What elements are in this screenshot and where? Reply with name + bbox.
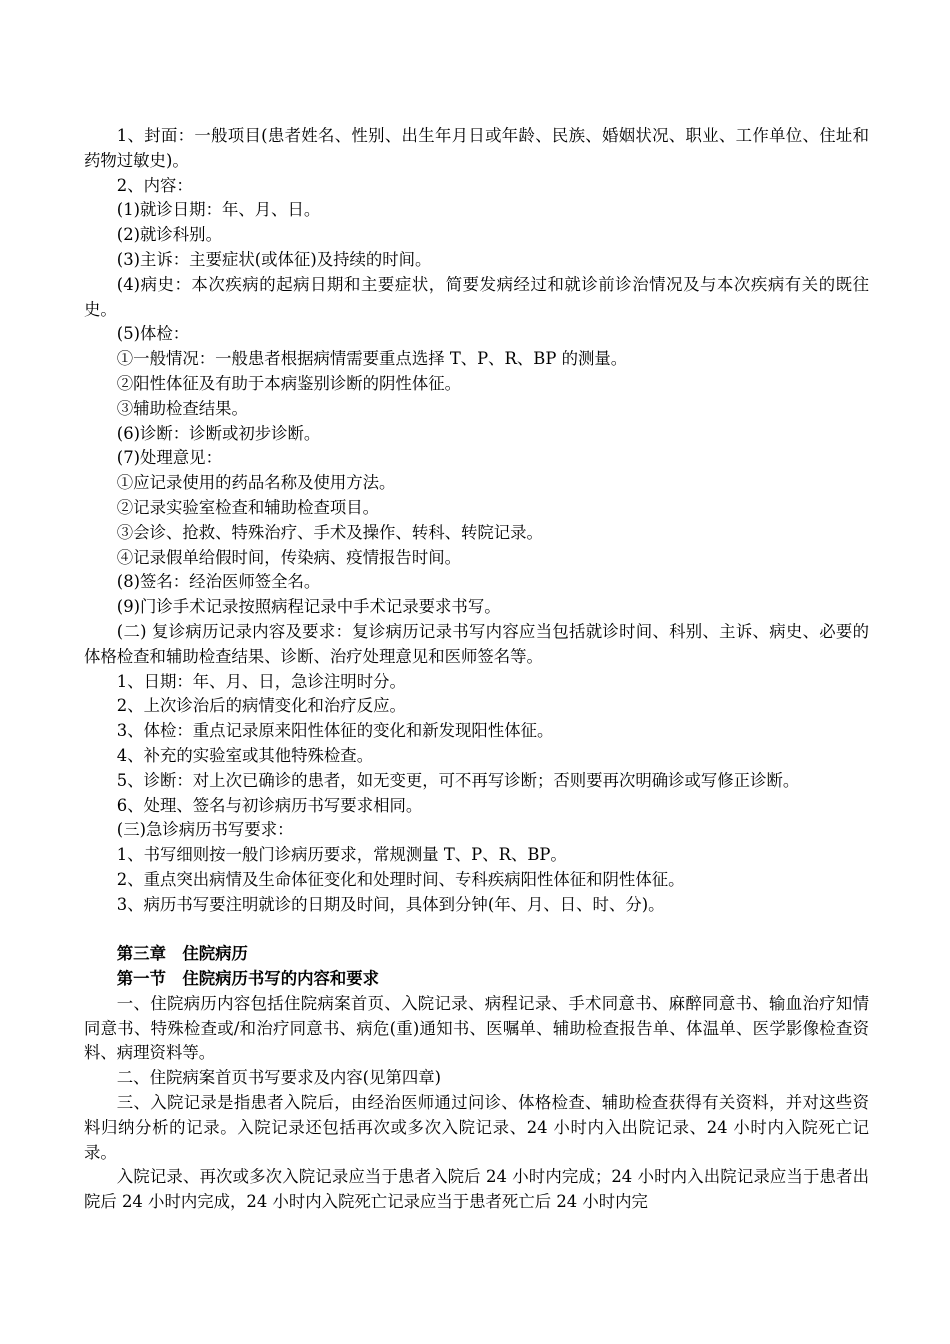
paragraph-followup-date: 1、日期：年、月、日，急诊注明时分。 <box>116 671 406 691</box>
paragraph-admission-deadline: 入院记录、再次或多次入院记录应当于患者入院后 24 小时内完成；24 小时内入出院记录应当于患者出院后 24 小时内完成，24 小时内入院死亡记录应当于患者死亡后 24 小时内完 <box>84 1167 869 1212</box>
paragraph-surgery-record: (9)门诊手术记录按照病程记录中手术记录要求书写。 <box>116 597 501 617</box>
paragraph-emergency-heading: (三)急诊病历书写要求： <box>116 820 294 840</box>
paragraph-followup-lab: 4、补充的实验室或其他特殊检查。 <box>116 745 374 765</box>
paragraph-treatment-consult: ③会诊、抢救、特殊治疗、手术及操作、转科、转院记录。 <box>116 522 543 542</box>
paragraph-diagnosis: (6)诊断：诊断或初步诊断。 <box>116 423 321 443</box>
paragraph-exam-signs: ②阳性体征及有助于本病鉴别诊断的阴性体征。 <box>116 373 461 393</box>
paragraph-followup-treatment: 6、处理、签名与初诊病历书写要求相同。 <box>116 795 423 815</box>
paragraph-signature: (8)签名：经治医师签全名。 <box>116 572 321 592</box>
paragraph-chief-complaint: (3)主诉：主要症状(或体征)及持续的时间。 <box>116 249 432 269</box>
paragraph-department: (2)就诊科别。 <box>116 225 222 245</box>
paragraph-admission-record: 三、入院记录是指患者入院后，由经治医师通过问诊、体格检查、辅助检查获得有关资料，并对这些资料归纳分析的记录。入院记录还包括再次或多次入院记录、24 小时内入出院记录、24 小时内入院死亡记录。 <box>84 1093 869 1162</box>
paragraph-exam-general: ①一般情况：一般患者根据病情需要重点选择 T、P、R、BP 的测量。 <box>116 349 628 369</box>
paragraph-visit-date: (1)就诊日期：年、月、日。 <box>116 200 321 220</box>
document-page <box>84 124 869 1215</box>
paragraph-emergency-focus: 2、重点突出病情及生命体征变化和处理时间、专科疾病阳性体征和阴性体征。 <box>116 869 685 889</box>
paragraph-cover: 1、封面：一般项目(患者姓名、性别、出生年月日或年龄、民族、婚姻状况、职业、工作单位、住址和药物过敏史)。 <box>84 126 869 170</box>
paragraph-inpatient-contents: 一、住院病历内容包括住院病案首页、入院记录、病程记录、手术同意书、麻醉同意书、输血治疗知情同意书、特殊检查或/和治疗同意书、病危(重)通知书、医嘱单、辅助检查报告单、体温单、医学影像检查资料、病理资料等。 <box>84 993 869 1063</box>
chapter-heading: 第三章 住院病历 <box>116 944 248 964</box>
paragraph-followup-changes: 2、上次诊治后的病情变化和治疗反应。 <box>116 696 406 716</box>
paragraph-treatment: (7)处理意见： <box>116 448 222 468</box>
paragraph-history: (4)病史：本次疾病的起病日期和主要症状，简要发病经过和就诊前诊治情况及与本次疾病有关的既往史。 <box>84 274 869 319</box>
paragraph-treatment-lab: ②记录实验室检查和辅助检查项目。 <box>116 497 380 517</box>
section-gap <box>84 918 869 943</box>
paragraph-emergency-time: 3、病历书写要注明就诊的日期及时间，具体到分钟(年、月、日、时、分)。 <box>116 894 665 914</box>
paragraph-front-page: 二、住院病案首页书写要求及内容(见第四章) <box>116 1068 442 1088</box>
paragraph-emergency-rules: 1、书写细则按一般门诊病历要求，常规测量 T、P、R、BP。 <box>116 845 567 865</box>
paragraph-treatment-drugs: ①应记录使用的药品名称及使用方法。 <box>116 473 396 493</box>
paragraph-exam: (5)体检： <box>116 324 190 344</box>
section-heading: 第一节 住院病历书写的内容和要求 <box>116 969 380 989</box>
paragraph-followup-diagnosis: 5、诊断：对上次已确诊的患者，如无变更，可不再写诊断；否则要再次明确诊或写修正诊断。 <box>116 770 800 790</box>
paragraph-content-heading: 2、内容： <box>116 175 193 195</box>
paragraph-followup-requirements: (二) 复诊病历记录内容及要求：复诊病历记录书写内容应当包括就诊时间、科别、主诉、病史、必要的体格检查和辅助检查结果、诊断、治疗处理意见和医师签名等。 <box>84 621 869 666</box>
paragraph-exam-aux: ③辅助检查结果。 <box>116 398 248 418</box>
paragraph-treatment-leave: ④记录假单给假时间，传染病、疫情报告时间。 <box>116 547 461 567</box>
paragraph-followup-exam: 3、体检：重点记录原来阳性体征的变化和新发现阳性体征。 <box>116 721 554 741</box>
